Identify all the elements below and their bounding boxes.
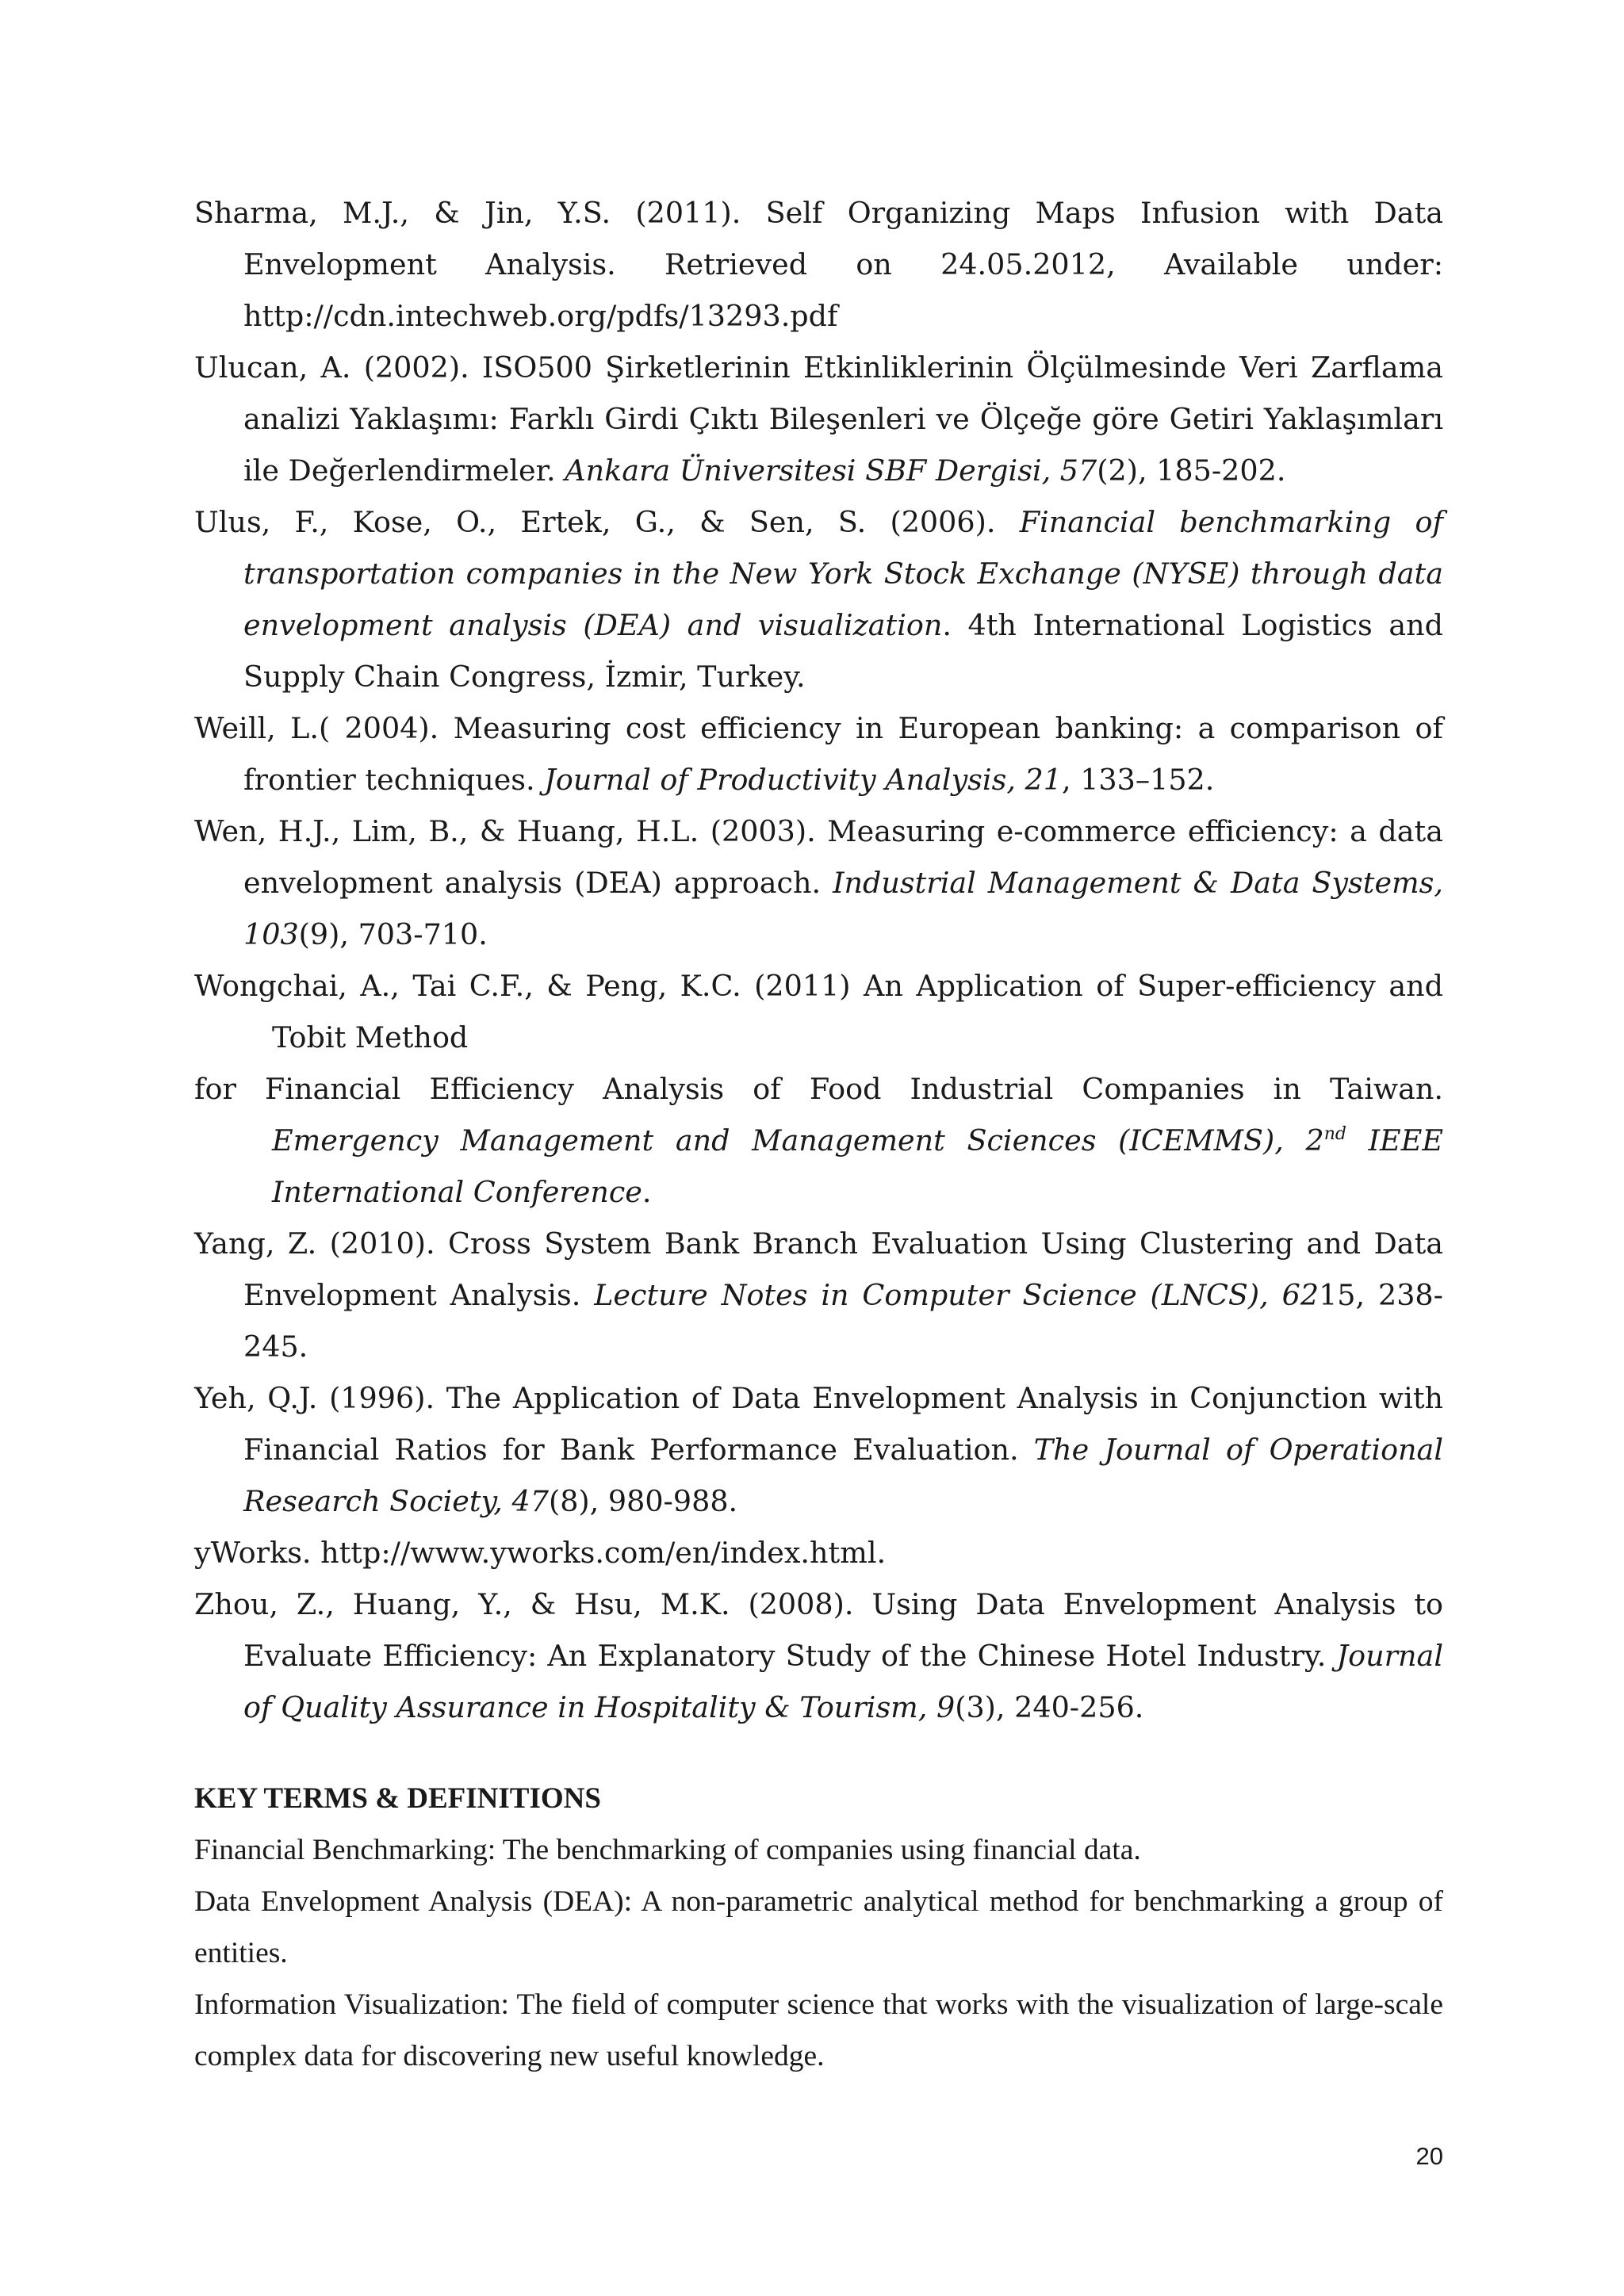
- reference-text: Yeh, Q.J. (1996). The Application of Data Envelopment Analysis in Conjunction with Financial Ratios for Bank Performance Evaluation.: [194, 1381, 1443, 1467]
- reference-yang: [194, 1218, 1443, 1372]
- reference-journal: Ankara Üniversitesi SBF Dergisi, 57: [565, 453, 1097, 488]
- reference-ulus: [194, 496, 1443, 702]
- reference-sharma-text: Sharma, M.J., & Jin, Y.S. (2011). Self Organizing Maps Infusion with Data Envelopment Analysis. Retrieved on 24.05.2012, Available under: http://cdn.intechweb.org/pdfs/13293.pdf: [194, 196, 1443, 333]
- reference-wongchai-line1: [194, 960, 1443, 1063]
- reference-wen: [194, 806, 1443, 960]
- reference-journal: Journal of Productivity Analysis, 21: [544, 763, 1062, 797]
- reference-text: Wen, H.J., Lim, B., & Huang, H.L. (2003). Measuring e-commerce efficiency: a data envelopment analysis (DEA) approach.: [194, 814, 1443, 900]
- reference-yeh: [194, 1372, 1443, 1527]
- reference-issue: (9), 703-710.: [298, 917, 488, 951]
- key-terms-heading: KEY TERMS & DEFINITIONS: [194, 1782, 601, 1815]
- reference-zhou: [194, 1578, 1443, 1733]
- reference-period: .: [642, 1175, 652, 1209]
- reference-venue: Emergency Management and Management Sciences (ICEMMS), 2: [272, 1123, 1324, 1158]
- reference-text: Weill, L.( 2004). Measuring cost efficiency in European banking: a comparison of frontier techniques.: [194, 711, 1443, 797]
- definition-information-visualization: Information Visualization: The field of computer science that works with the visualization of large-scale complex data for discovering new useful knowledge.: [194, 1988, 1443, 2072]
- reference-pages: 15, 238-245.: [243, 1278, 1443, 1364]
- reference-title: Financial benchmarking of transportation companies in the New York Stock Exchange (NYSE) through data envelopment analysis (DEA) and visualization: [243, 505, 1443, 642]
- reference-venue-cont: IEEE International Conference: [272, 1123, 1443, 1209]
- reference-issue: (2), 185-202.: [1097, 453, 1286, 488]
- definition-financial-benchmarking: Financial Benchmarking: The benchmarking of companies using financial data.: [194, 1834, 1141, 1866]
- key-terms-section: [194, 1773, 1443, 2082]
- reference-text: Zhou, Z., Huang, Y., & Hsu, M.K. (2008). Using Data Envelopment Analysis to Evaluate Efficiency: An Explanatory Study of the Chinese Hotel Industry.: [194, 1587, 1443, 1673]
- reference-journal: Industrial Management & Data Systems, 103: [243, 866, 1444, 951]
- reference-ulucan: [194, 342, 1443, 496]
- reference-authors: Ulus, F., Kose, O., Ertek, G., & Sen, S. (2006).: [194, 505, 1020, 539]
- definition-dea: Data Envelopment Analysis (DEA): A non-parametric analytical method for benchmarking a group of entities.: [194, 1885, 1443, 1969]
- reference-journal: The Journal of Operational Research Society, 47: [243, 1433, 1443, 1518]
- reference-venue: . 4th International Logistics and Supply Chain Congress, İzmir, Turkey.: [243, 608, 1443, 694]
- reference-wongchai-line2: [194, 1063, 1443, 1218]
- reference-yworks: [194, 1527, 1443, 1578]
- reference-issue: (3), 240-256.: [955, 1690, 1144, 1724]
- document-page: [194, 187, 1443, 2082]
- reference-text: Wongchai, A., Tai C.F., & Peng, K.C. (2011) An Application of Super-efficiency and Tobit Method: [194, 969, 1443, 1054]
- reference-journal: Lecture Notes in Computer Science (LNCS), 62: [594, 1278, 1320, 1312]
- ordinal-suffix: nd: [1323, 1124, 1347, 1144]
- reference-weill: [194, 702, 1443, 806]
- reference-text: Ulucan, A. (2002). ISO500 Şirketlerinin Etkinliklerinin Ölçülmesinde Veri Zarflama analizi Yaklaşımı: Farklı Girdi Çıktı Bileşenleri ve Ölçeğe göre Getiri Yaklaşımları ile Değerlendirmeler.: [194, 350, 1443, 488]
- page-number: 20: [1415, 2142, 1443, 2170]
- reference-pages: , 133–152.: [1061, 763, 1215, 797]
- reference-text: for Financial Efficiency Analysis of Food Industrial Companies in Taiwan.: [194, 1072, 1443, 1106]
- reference-sharma: [194, 187, 1443, 342]
- reference-text: yWorks. http://www.yworks.com/en/index.html.: [194, 1536, 887, 1570]
- reference-journal: Journal of Quality Assurance in Hospitality & Tourism, 9: [243, 1639, 1443, 1724]
- reference-text: Yang, Z. (2010). Cross System Bank Branch Evaluation Using Clustering and Data Envelopment Analysis.: [194, 1226, 1443, 1312]
- reference-issue: (8), 980-988.: [548, 1484, 738, 1518]
